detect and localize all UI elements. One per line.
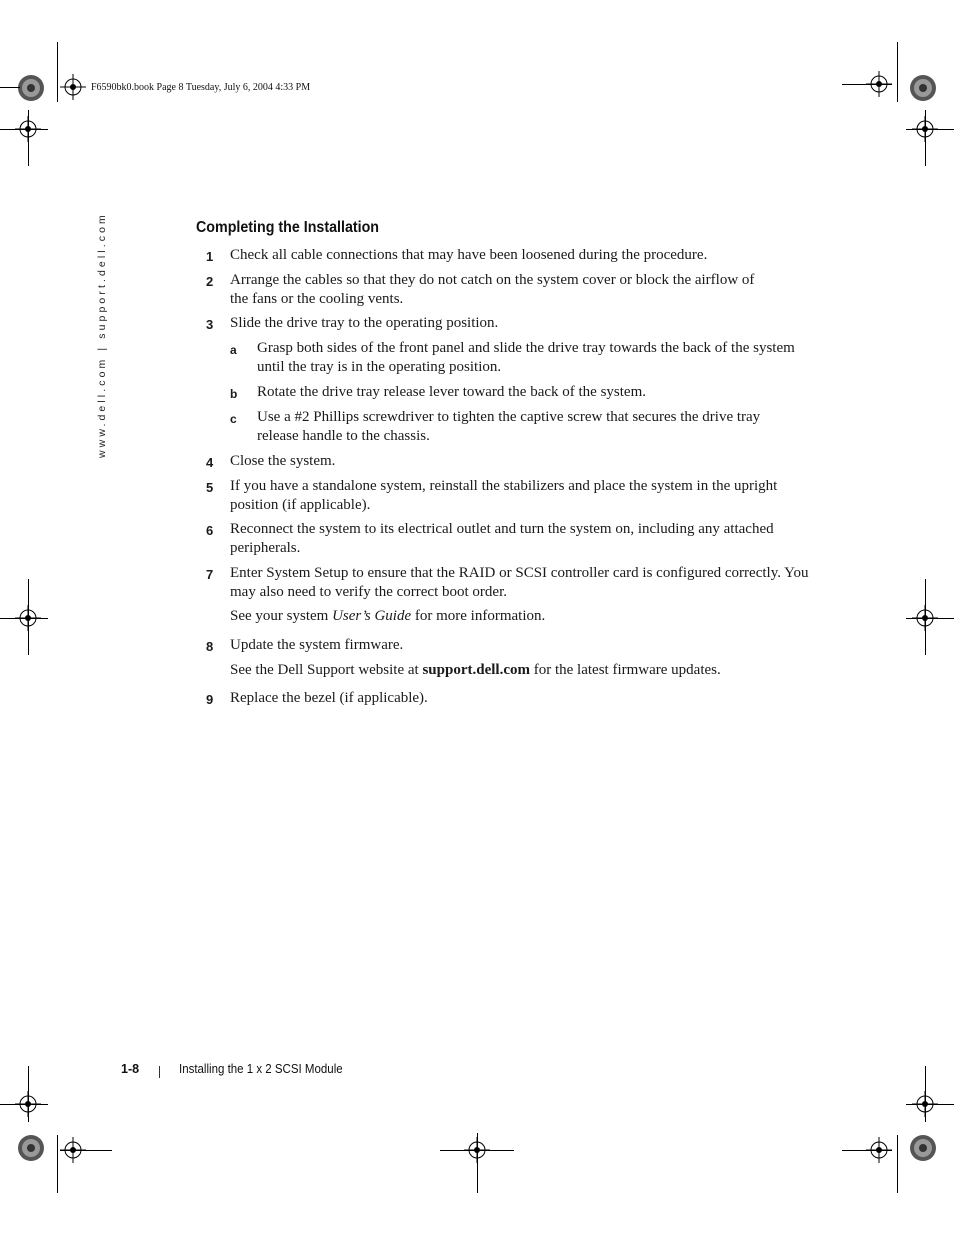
step-text: Slide the drive tray to the operating position. bbox=[230, 315, 499, 331]
side-url-text: www.dell.com | support.dell.com bbox=[96, 212, 108, 458]
support-link[interactable]: support.dell.com bbox=[422, 662, 530, 678]
crosshair-mark-icon bbox=[60, 74, 86, 100]
chapter-title: Installing the 1 x 2 SCSI Module bbox=[179, 1062, 343, 1076]
step-number: 2 bbox=[206, 274, 214, 289]
step-number: 9 bbox=[206, 692, 214, 707]
footer-separator bbox=[159, 1066, 160, 1078]
section-heading: Completing the Installation bbox=[196, 219, 380, 236]
step-note: See your system User’s Guide for more information. bbox=[230, 608, 546, 624]
step-text: Arrange the cables so that they do not catch on the system cover or block the airflow of the fans or the cooling vents. bbox=[230, 272, 755, 307]
page-number: 1-8 bbox=[121, 1062, 140, 1076]
step-number: 6 bbox=[206, 523, 214, 538]
substep-letter: b bbox=[230, 387, 238, 401]
step-text: Check all cable connections that may have been loosened during the procedure. bbox=[230, 247, 708, 263]
rosette-mark-icon bbox=[17, 74, 45, 102]
step-number: 5 bbox=[206, 480, 214, 495]
rosette-mark-icon bbox=[909, 74, 937, 102]
step-text: If you have a standalone system, reinstall the stabilizers and place the system in the upright position (if applicable). bbox=[230, 478, 778, 513]
step-text: Update the system firmware. bbox=[230, 637, 404, 653]
guide-title: User’s Guide bbox=[332, 608, 412, 624]
substep-text: Grasp both sides of the front panel and slide the drive tray towards the back of the system until the tray is in the operating position. bbox=[257, 340, 795, 375]
print-header-note: F6590bk0.book Page 8 Tuesday, July 6, 2004 4:33 PM bbox=[91, 82, 311, 93]
step-number: 7 bbox=[206, 567, 214, 582]
rosette-mark-icon bbox=[17, 1134, 45, 1162]
substep-letter: c bbox=[230, 412, 237, 426]
rosette-mark-icon bbox=[909, 1134, 937, 1162]
step-number: 8 bbox=[206, 639, 214, 654]
step-number: 3 bbox=[206, 317, 214, 332]
step-text: Replace the bezel (if applicable). bbox=[230, 690, 428, 706]
step-text: Enter System Setup to ensure that the RAID or SCSI controller card is configured correctly. You may also need to verify the correct boot order. bbox=[230, 565, 809, 600]
substep-text: Rotate the drive tray release lever toward the back of the system. bbox=[257, 384, 647, 400]
step-text: Reconnect the system to its electrical outlet and turn the system on, including any attached peripherals. bbox=[230, 521, 774, 556]
step-number: 1 bbox=[206, 249, 214, 264]
step-text: Close the system. bbox=[230, 453, 336, 469]
substep-letter: a bbox=[230, 343, 237, 357]
step-note: See the Dell Support website at support.dell.com for the latest firmware updates. bbox=[230, 662, 721, 678]
substep-text: Use a #2 Phillips screwdriver to tighten the captive screw that secures the drive tray release handle to the chassis. bbox=[257, 409, 761, 444]
step-number: 4 bbox=[206, 455, 214, 470]
